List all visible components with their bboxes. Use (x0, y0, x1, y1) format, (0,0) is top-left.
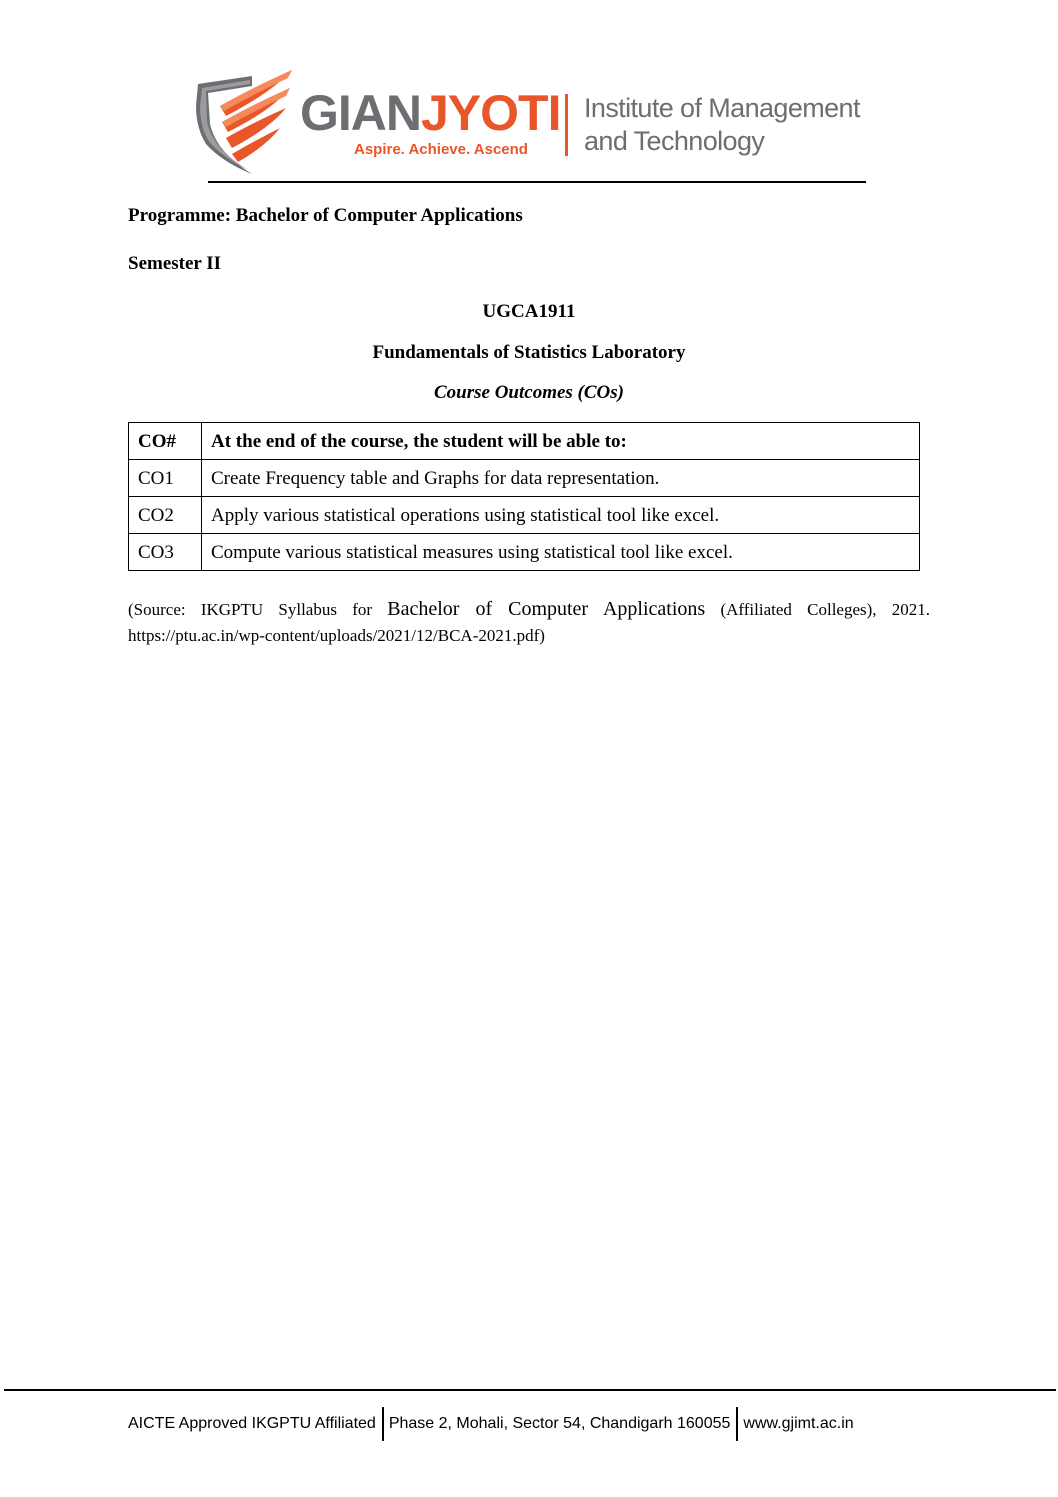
table-cell-co-number: CO2 (129, 497, 202, 534)
course-outcomes-table (128, 422, 920, 571)
source-citation (128, 596, 930, 649)
brand-name (300, 85, 561, 141)
source-program: Bachelor of Computer Applications (387, 598, 706, 620)
footer-separator (382, 1407, 384, 1441)
footer-approval: AICTE Approved IKGPTU Affiliated (128, 1415, 376, 1432)
table-header-co-number: CO# (129, 423, 202, 460)
header-rule (208, 181, 866, 183)
table-cell-co-number: CO1 (129, 460, 202, 497)
table-cell-outcome: Apply various statistical operations using statistical tool like excel. (202, 497, 920, 534)
footer-website: www.gjimt.ac.in (743, 1415, 854, 1432)
table-header-outcome: At the end of the course, the student will be able to: (202, 423, 920, 460)
table-row (129, 534, 920, 571)
semester-heading: Semester II (128, 253, 222, 274)
brand-tagline: Aspire. Achieve. Ascend (354, 141, 528, 158)
page-footer (128, 1406, 854, 1442)
source-url: https://ptu.ac.in/wp-content/uploads/2021/12/BCA-2021.pdf) (128, 626, 545, 645)
table-cell-co-number: CO3 (129, 534, 202, 571)
footer-address: Phase 2, Mohali, Sector 54, Chandigarh 160055 (388, 1415, 731, 1432)
table-cell-outcome: Create Frequency table and Graphs for data representation. (202, 460, 920, 497)
footer-separator (736, 1407, 738, 1441)
table-row (129, 497, 920, 534)
course-title: Fundamentals of Statistics Laboratory (372, 342, 686, 363)
institute-logo (192, 62, 872, 182)
logo-divider (565, 94, 568, 156)
brand-name-gray: GIAN (300, 85, 421, 141)
source-prefix: (Source: IKGPTU Syllabus for (128, 600, 373, 619)
source-citation-line-1 (128, 596, 930, 623)
course-outcomes-heading: Course Outcomes (COs) (433, 382, 624, 403)
footer-rule (4, 1389, 1056, 1391)
table-cell-outcome: Compute various statistical measures using statistical tool like excel. (202, 534, 920, 571)
brand-name-orange: JYOTI (421, 85, 561, 141)
shield-wings-icon (192, 66, 296, 178)
programme-heading: Programme: Bachelor of Computer Applications (128, 205, 523, 226)
source-suffix: (Affiliated Colleges), 2021. (720, 600, 931, 619)
institute-name (584, 92, 860, 158)
course-code: UGCA1911 (482, 301, 576, 322)
table-row (129, 460, 920, 497)
table-header-row (129, 423, 920, 460)
institute-name-line-2: and Technology (584, 126, 765, 156)
institute-name-line-1: Institute of Management (584, 93, 860, 123)
